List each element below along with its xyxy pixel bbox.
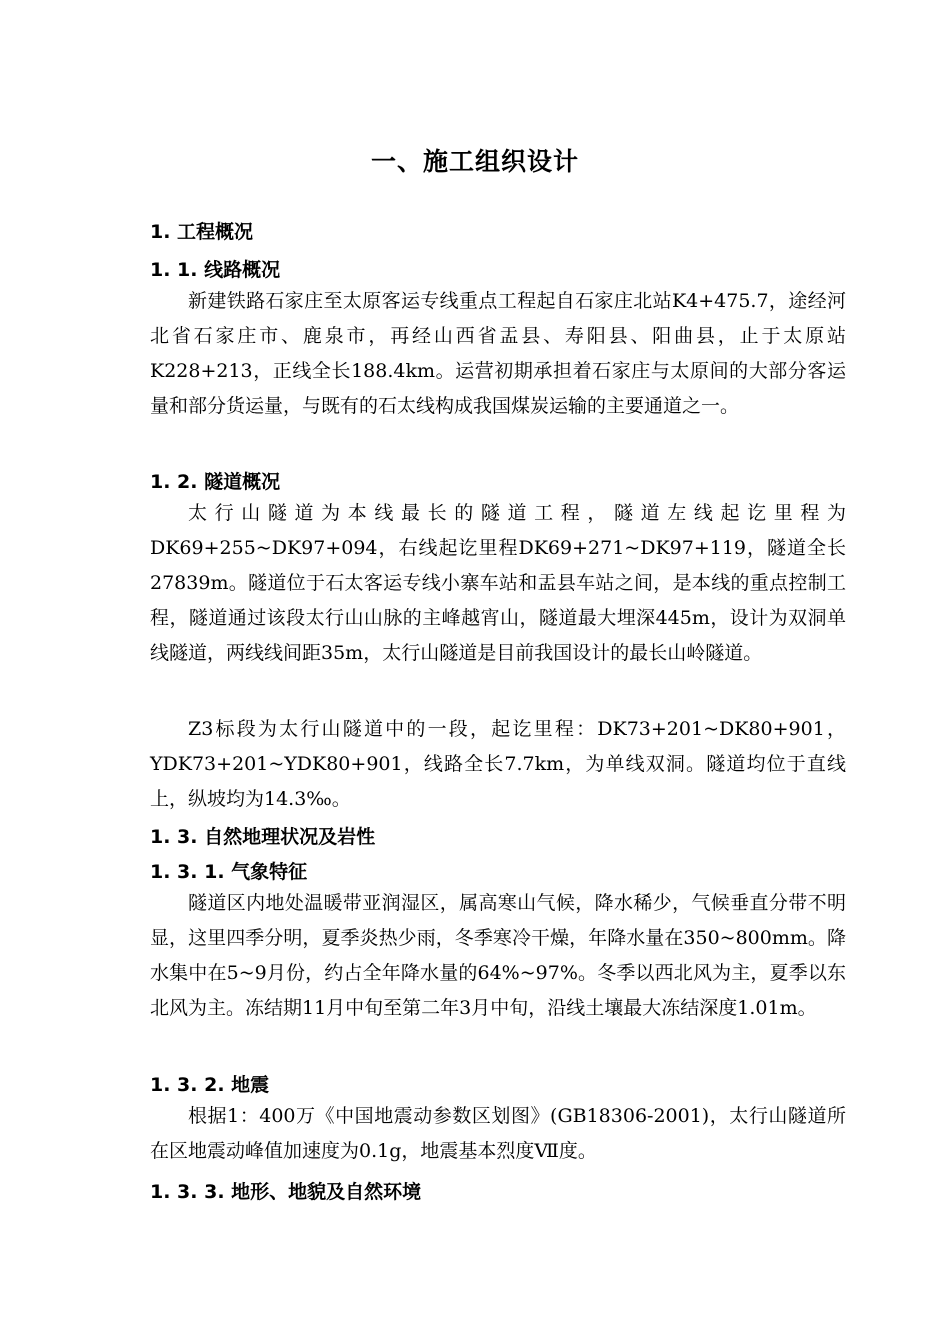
- heading-1: 1. 工程概况: [150, 221, 254, 243]
- paragraph-climate: 隧道区内地处温暖带亚润湿区，属高寒山气候，降水稀少，气候垂直分带不明显，这里四季分明，夏季炎热少雨，冬季寒冷干燥，年降水量在350~800mm。降水集中在5~9月份，约占全年降水量的64%~97%。冬季以西北风为主，夏季以东北风为主。冻结期11月中旬至第二年3月中旬，沿线土壤最大冻结深度1.01m。: [150, 892, 846, 1019]
- heading-1-3-3: 1. 3. 3. 地形、地貌及自然环境: [150, 1181, 422, 1203]
- heading-1-3-1: 1. 3. 1. 气象特征: [150, 861, 308, 883]
- paragraph-earthquake: 根据1：400万《中国地震动参数区划图》(GB18306-2001)，太行山隧道所在区地震动峰值加速度为0.1g，地震基本烈度Ⅶ度。: [150, 1105, 846, 1162]
- heading-1-2: 1. 2. 隧道概况: [150, 471, 281, 493]
- page-title: 一、施工组织设计: [370, 147, 579, 176]
- paragraph-tunnel-overview: 太行山隧道为本线最长的隧道工程，隧道左线起讫里程为DK69+255~DK97+094，右线起讫里程DK69+271~DK97+119，隧道全长27839m。隧道位于石太客运专线小寨车站和盂县车站之间，是本线的重点控制工程，隧道通过该段太行山山脉的主峰越宵山，隧道最大埋深445m，设计为双洞单线隧道，两线线间距35m，太行山隧道是目前我国设计的最长山岭隧道。: [150, 502, 846, 664]
- heading-1-1: 1. 1. 线路概况: [150, 259, 281, 281]
- heading-1-3-2: 1. 3. 2. 地震: [150, 1074, 270, 1096]
- heading-1-3: 1. 3. 自然地理状况及岩性: [150, 826, 376, 848]
- paragraph-route-overview: 新建铁路石家庄至太原客运专线重点工程起自石家庄北站K4+475.7，途经河北省石家庄市、鹿泉市，再经山西省盂县、寿阳县、阳曲县，止于太原站K228+213，正线全长188.4km。运营初期承担着石家庄与太原间的大部分客运量和部分货运量，与既有的石太线构成我国煤炭运输的主要通道之一。: [150, 290, 846, 417]
- paragraph-z3-section: Z3标段为太行山隧道中的一段，起讫里程：DK73+201~DK80+901，YDK73+201~YDK80+901，线路全长7.7km，为单线双洞。隧道均位于直线上，纵坡均为14.3‰。: [150, 718, 846, 810]
